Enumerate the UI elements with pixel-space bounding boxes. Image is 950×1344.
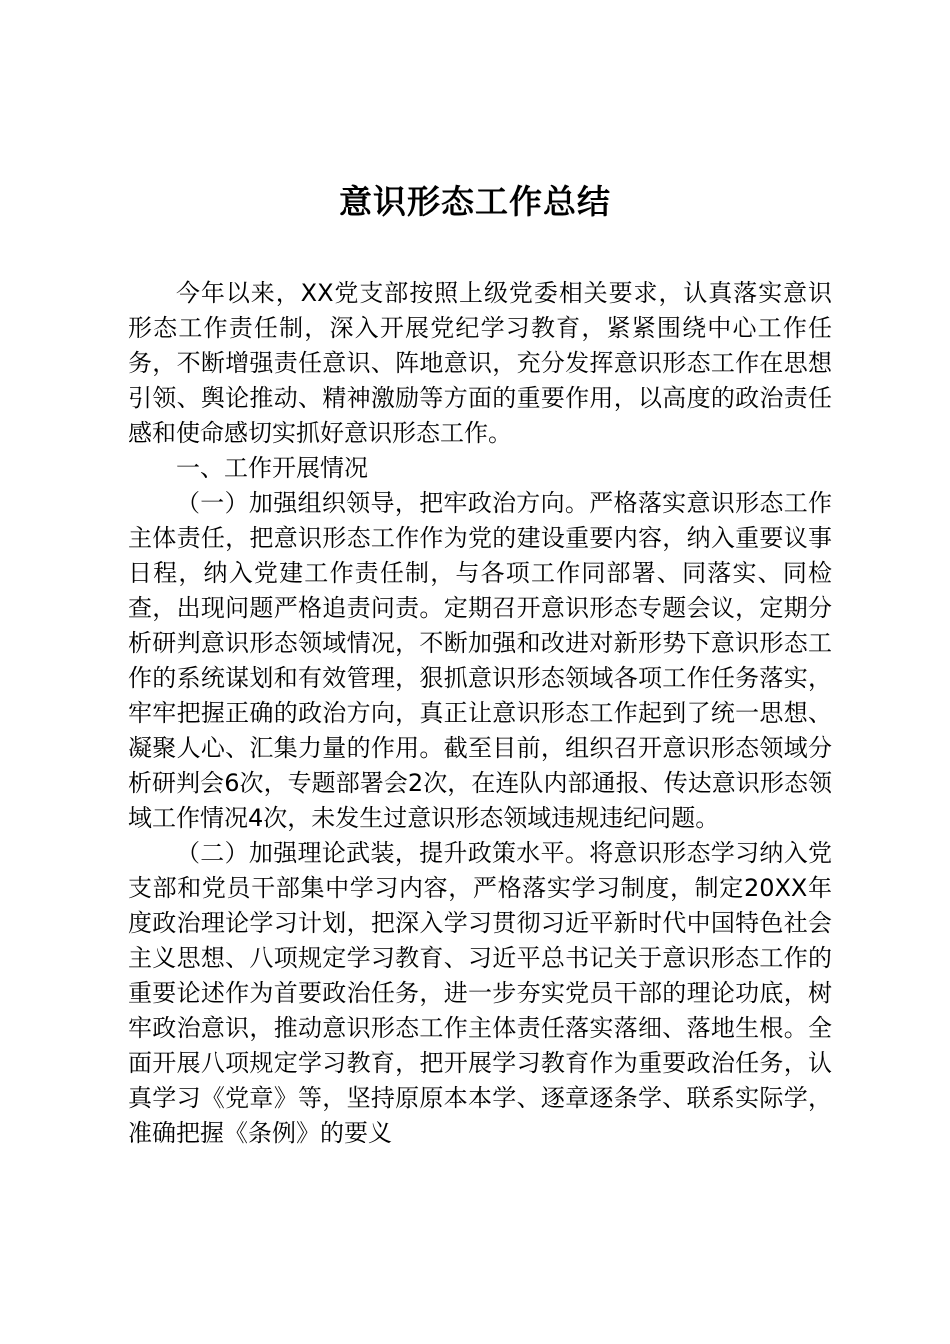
paragraph-intro: 今年以来，XX党支部按照上级党委相关要求，认真落实意识形态工作责任制，深入开展党纪学习教育，紧紧围绕中心工作任务，不断增强责任意识、阵地意识，充分发挥意识形态工作在思想引领、舆论推动、精神激励等方面的重要作用，以高度的政治责任感和使命感切实抓好意识形态工作。 — [128, 279, 832, 447]
paragraph-organization-leadership: （一）加强组织领导，把牢政治方向。严格落实意识形态工作主体责任，把意识形态工作作为党的建设重要内容，纳入重要议事日程，纳入党建工作责任制，与各项工作同部署、同落实、同检查，出现问题严格追责问责。定期召开意识形态专题会议，定期分析研判意识形态领域情况，不断加强和改进对新形势下意识形态工作的系统谋划和有效管理，狠抓意识形态领域各项工作任务落实，牢牢把握正确的政治方向，真正让意识形态工作起到了统一思想、凝聚人心、汇集力量的作用。截至目前，组织召开意识形态领域分析研判会6次，专题部署会2次，在连队内部通报、传达意识形态领域工作情况4次，未发生过意识形态领域违规违纪问题。 — [128, 489, 832, 832]
document-title: 意识形态工作总结 — [339, 182, 611, 221]
document-body — [128, 276, 832, 1151]
paragraph-theory-study: （二）加强理论武装，提升政策水平。将意识形态学习纳入党支部和党员干部集中学习内容，严格落实学习制度，制定20XX年度政治理论学习计划，把深入学习贯彻习近平新时代中国特色社会主义思想、八项规定学习教育、习近平总书记关于意识形态工作的重要论述作为首要政治任务，进一步夯实党员干部的理论功底，树牢政治意识，推动意识形态工作主体责任落实落细、落地生根。全面开展八项规定学习教育，把开展学习教育作为重要政治任务，认真学习《党章》等，坚持原原本本学、逐章逐条学、联系实际学，准确把握《条例》的要义 — [128, 839, 832, 1147]
section-heading-1: 一、工作开展情况 — [176, 454, 368, 482]
